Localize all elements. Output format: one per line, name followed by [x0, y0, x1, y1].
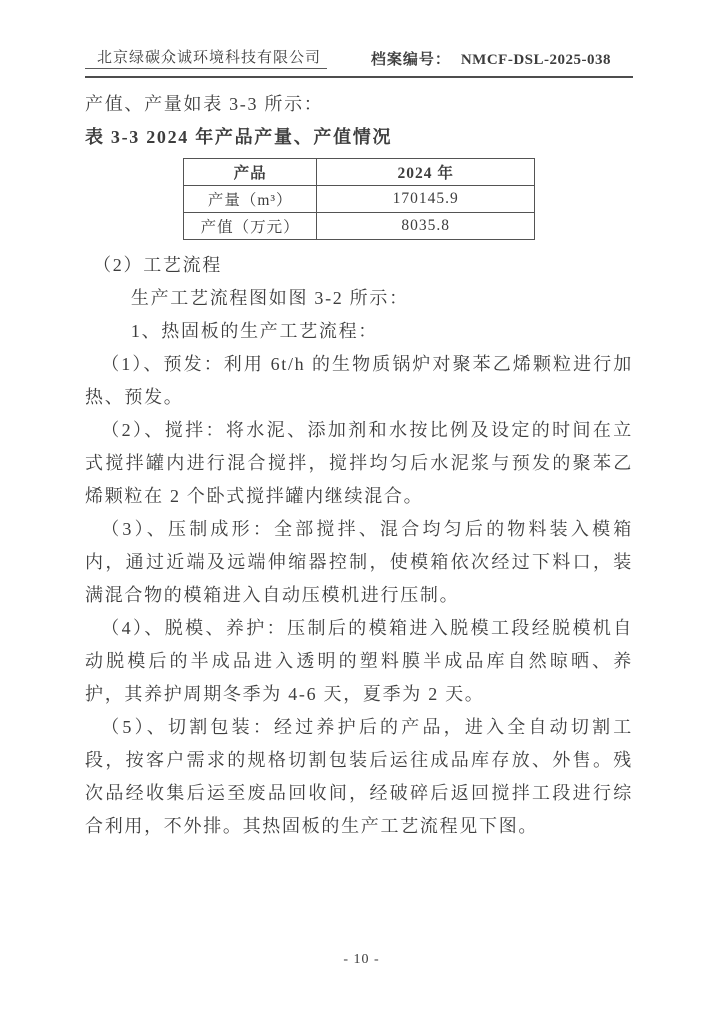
archive-label: 档案编号：: [370, 52, 451, 68]
paragraph-step2: （2）、搅拌：将水泥、添加剂和水按比例及设定的时间在立式搅拌罐内进行混合搅拌，搅拌均匀后水泥浆与预发的聚苯乙烯颗粒在 2 个卧式搅拌罐内继续混合。: [85, 420, 633, 506]
table-cell-output-value: 170145.9: [317, 186, 535, 213]
page-number: - 10 -: [343, 952, 380, 967]
page-footer: [0, 952, 723, 968]
paragraph-step3: （3）、压制成形：全部搅拌、混合均匀后的物料装入模箱内，通过近端及远端伸缩器控制，使模箱依次经过下料口，装满混合物的模箱进入自动压模机进行压制。: [85, 519, 633, 605]
paragraph-step1: （1）、预发：利用 6t/h 的生物质锅炉对聚苯乙烯颗粒进行加热、预发。: [85, 354, 633, 407]
production-table: [183, 158, 535, 240]
table-cell-value-value: 8035.8: [317, 213, 535, 240]
paragraph-item1-heading: 1、热固板的生产工艺流程：: [130, 321, 378, 341]
table-row: [184, 213, 535, 240]
table-header-year: 2024 年: [317, 159, 535, 186]
document-header: [85, 46, 633, 78]
table-cell-value-label: 产值（万元）: [184, 213, 317, 240]
section-heading-process: （2）工艺流程: [93, 255, 222, 275]
table-header-product: 产品: [184, 159, 317, 186]
company-name: 北京绿碳众诚环境科技有限公司: [85, 46, 327, 69]
table-row: [184, 186, 535, 213]
table-header-row: [184, 159, 535, 186]
archive-number-field: [371, 48, 611, 69]
archive-number: NMCF-DSL-2025-038: [460, 52, 611, 68]
document-body: [85, 88, 633, 843]
intro-paragraph: 产值、产量如表 3-3 所示：: [85, 94, 324, 114]
table-cell-output-label: 产量（m³）: [184, 186, 317, 213]
paragraph-step5: （5）、切割包装：经过养护后的产品，进入全自动切割工段，按客户需求的规格切割包装后运往成品库存放、外售。残次品经收集后运至废品回收间，经破碎后返回搅拌工段进行综合利用，不外排。其热固板的生产工艺流程见下图。: [85, 717, 633, 836]
paragraph-flow-intro: 生产工艺流程图如图 3-2 所示：: [130, 288, 409, 308]
table-title: 表 3-3 2024 年产品产量、产值情况: [85, 127, 393, 147]
paragraph-step4: （4）、脱模、养护：压制后的模箱进入脱模工段经脱模机自动脱模后的半成品进入透明的塑料膜半成品库自然晾晒、养护，其养护周期冬季为 4-6 天，夏季为 2 天。: [85, 618, 633, 704]
